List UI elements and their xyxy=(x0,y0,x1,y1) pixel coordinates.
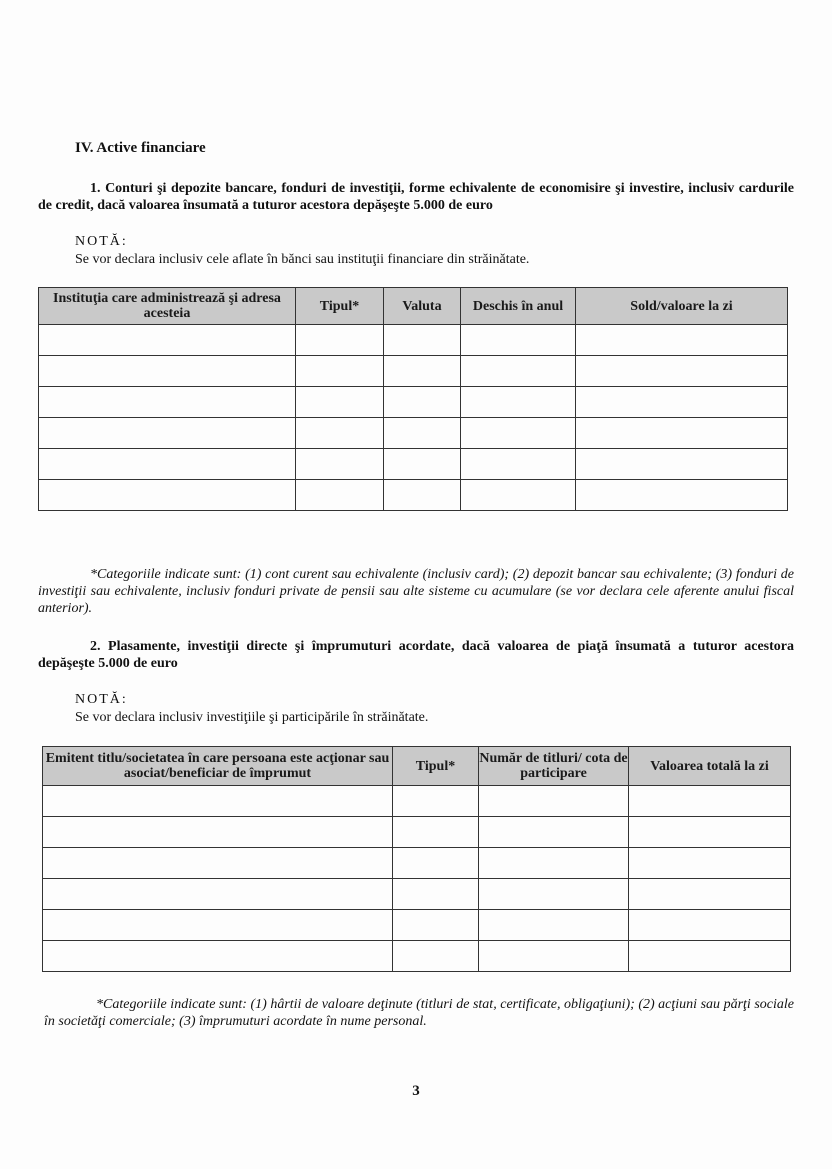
table-cell[interactable] xyxy=(461,418,576,449)
section2-nota-label: NOTĂ: xyxy=(75,692,128,707)
table-cell[interactable] xyxy=(461,325,576,356)
bank-accounts-body xyxy=(39,325,788,511)
table-row xyxy=(43,910,791,941)
table-cell[interactable] xyxy=(39,387,296,418)
table-cell[interactable] xyxy=(576,449,788,480)
table-cell[interactable] xyxy=(479,786,629,817)
col-header-balance: Sold/valoare la zi xyxy=(576,288,788,325)
table-row xyxy=(43,786,791,817)
table-cell[interactable] xyxy=(479,879,629,910)
table-cell[interactable] xyxy=(461,449,576,480)
table-cell[interactable] xyxy=(296,325,384,356)
table-cell[interactable] xyxy=(39,418,296,449)
table-cell[interactable] xyxy=(39,325,296,356)
table-cell[interactable] xyxy=(296,480,384,511)
section1-heading: 1. Conturi şi depozite bancare, fonduri de investiţii, forme echivalente de economisire şi investire, inclusiv cardurile de credit, dacă valoarea însumată a tuturor acestora depăşeşte 5.000 de euro xyxy=(38,181,794,213)
table-cell[interactable] xyxy=(629,879,791,910)
table-cell[interactable] xyxy=(479,941,629,972)
table-cell[interactable] xyxy=(479,910,629,941)
table-row xyxy=(43,817,791,848)
investments-table xyxy=(42,746,791,972)
col-header-type: Tipul* xyxy=(393,747,479,786)
table-cell[interactable] xyxy=(393,848,479,879)
page-number: 3 xyxy=(412,1083,420,1099)
table-cell[interactable] xyxy=(629,910,791,941)
table-header-row xyxy=(39,288,788,325)
col-header-currency: Valuta xyxy=(384,288,461,325)
col-header-type: Tipul* xyxy=(296,288,384,325)
table-cell[interactable] xyxy=(43,786,393,817)
section2-footnote: *Categoriile indicate sunt: (1) hârtii de valoare deţinute (titluri de stat, certificate, obligaţiuni); (2) acţiuni sau părţi sociale în societăţi comerciale; (3) împrumuturi acordate în nume personal. xyxy=(44,997,794,1029)
col-header-shares-count: Număr de titluri/ cota de participare xyxy=(479,747,629,786)
table-cell[interactable] xyxy=(629,786,791,817)
table-cell[interactable] xyxy=(296,449,384,480)
section-title: IV. Active financiare xyxy=(75,140,206,156)
table-row xyxy=(39,418,788,449)
table-cell[interactable] xyxy=(576,356,788,387)
table-cell[interactable] xyxy=(576,480,788,511)
table-cell[interactable] xyxy=(384,325,461,356)
section2-nota-text: Se vor declara inclusiv investiţiile şi participările în străinătate. xyxy=(75,710,429,725)
table-cell[interactable] xyxy=(43,817,393,848)
table-row xyxy=(39,325,788,356)
table-cell[interactable] xyxy=(461,387,576,418)
table-cell[interactable] xyxy=(39,356,296,387)
table-cell[interactable] xyxy=(39,449,296,480)
table-cell[interactable] xyxy=(384,449,461,480)
table-header-row xyxy=(43,747,791,786)
table-row xyxy=(39,387,788,418)
table-cell[interactable] xyxy=(576,418,788,449)
table-cell[interactable] xyxy=(296,387,384,418)
table-cell[interactable] xyxy=(576,325,788,356)
col-header-institution: Instituţia care administrează şi adresa acesteia xyxy=(39,288,296,325)
table-cell[interactable] xyxy=(39,480,296,511)
table-cell[interactable] xyxy=(393,941,479,972)
table-cell[interactable] xyxy=(629,848,791,879)
table-cell[interactable] xyxy=(296,356,384,387)
investments-body xyxy=(43,786,791,972)
table-cell[interactable] xyxy=(43,941,393,972)
table-cell[interactable] xyxy=(393,786,479,817)
section1-nota-label: NOTĂ: xyxy=(75,234,128,249)
table-cell[interactable] xyxy=(461,356,576,387)
table-cell[interactable] xyxy=(576,387,788,418)
table-row xyxy=(39,356,788,387)
section2-heading: 2. Plasamente, investiţii directe şi împrumuturi acordate, dacă valoarea de piaţă însumată a tuturor acestora depăşeşte 5.000 de euro xyxy=(38,639,794,671)
table-row xyxy=(43,879,791,910)
table-cell[interactable] xyxy=(384,480,461,511)
col-header-issuer: Emitent titlu/societatea în care persoana este acţionar sau asociat/beneficiar de împrumut xyxy=(43,747,393,786)
table-row xyxy=(43,941,791,972)
table-cell[interactable] xyxy=(384,356,461,387)
table-cell[interactable] xyxy=(296,418,384,449)
table-cell[interactable] xyxy=(393,817,479,848)
col-header-total-value: Valoarea totală la zi xyxy=(629,747,791,786)
table-cell[interactable] xyxy=(629,941,791,972)
table-cell[interactable] xyxy=(393,910,479,941)
section1-footnote: *Categoriile indicate sunt: (1) cont curent sau echivalente (inclusiv card); (2) depozit bancar sau echivalente; (3) fonduri de investiţii sau echivalente, inclusiv fonduri private de pensii sau alte sisteme cu acumulare (se vor declara cele aferente anului fiscal anterior). xyxy=(38,567,794,616)
table-cell[interactable] xyxy=(393,879,479,910)
bank-accounts-table xyxy=(38,287,788,511)
table-cell[interactable] xyxy=(43,910,393,941)
table-row xyxy=(39,449,788,480)
table-cell[interactable] xyxy=(479,848,629,879)
table-cell[interactable] xyxy=(629,817,791,848)
table-row xyxy=(43,848,791,879)
table-cell[interactable] xyxy=(43,848,393,879)
col-header-opened-year: Deschis în anul xyxy=(461,288,576,325)
table-cell[interactable] xyxy=(43,879,393,910)
table-cell[interactable] xyxy=(384,387,461,418)
table-cell[interactable] xyxy=(461,480,576,511)
section1-nota-text: Se vor declara inclusiv cele aflate în bănci sau instituţii financiare din străinătate. xyxy=(75,252,530,267)
table-cell[interactable] xyxy=(384,418,461,449)
table-cell[interactable] xyxy=(479,817,629,848)
table-row xyxy=(39,480,788,511)
